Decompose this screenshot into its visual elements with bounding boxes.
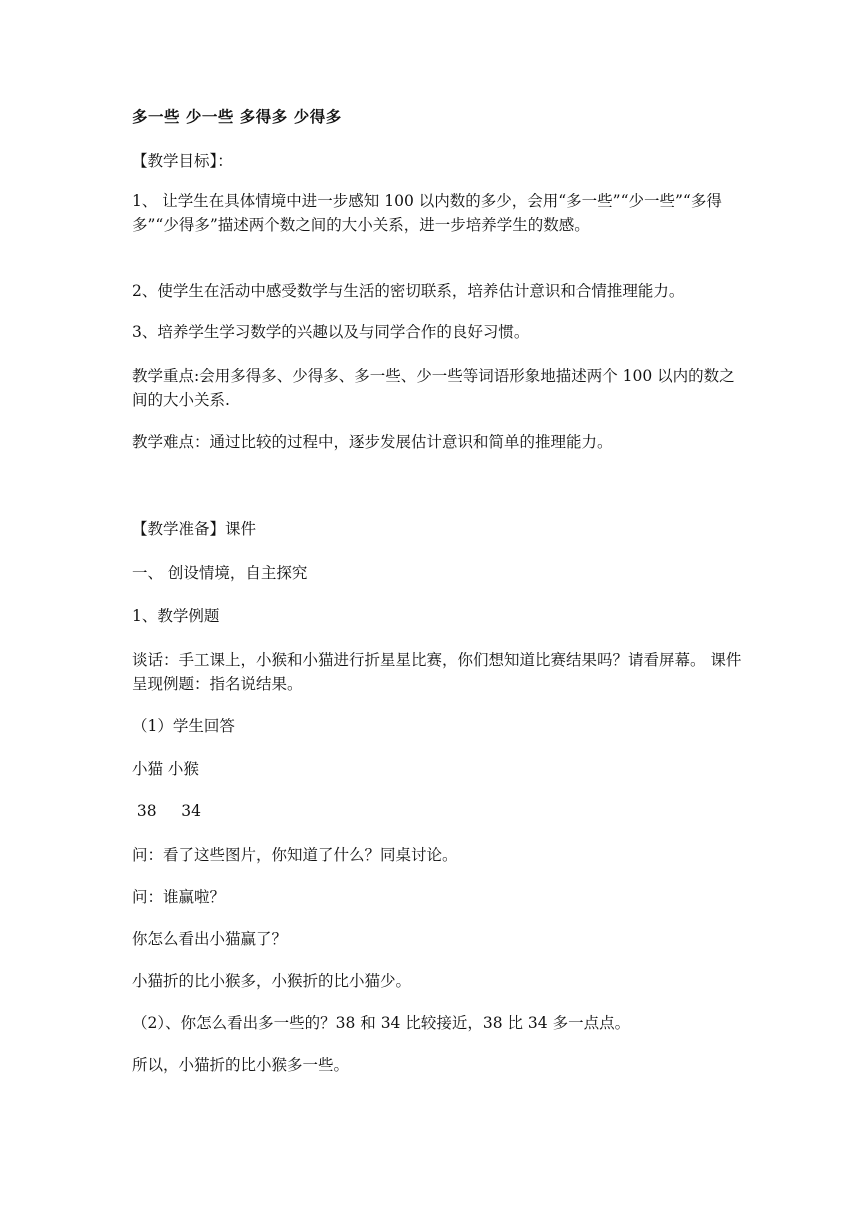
objective-3: 3、培养学生学习数学的兴趣以及与同学合作的良好习惯。 — [132, 323, 530, 341]
question-4: （2）、你怎么看出多一些的？38 和 34 比较接近，38 比 34 多一点点。 — [132, 1014, 631, 1032]
objective-2: 2、使学生在活动中感受数学与生活的密切联系，培养估计意识和合情推理能力。 — [132, 282, 685, 300]
objective-1: 1、 让学生在具体情境中进一步感知 100 以内数的多少，会用“多一些”“少一些”“多得多”“少得多”描述两个数之间的大小关系，进一步培养学生的数感。 — [132, 192, 722, 234]
difficult-point: 教学难点：通过比较的过程中，逐步发展估计意识和简单的推理能力。 — [132, 433, 613, 451]
objectives-heading: 【教学目标】： — [132, 152, 233, 170]
document-title: 多一些 少一些 多得多 少得多 — [132, 107, 342, 126]
preparation: 【教学准备】课件 — [132, 520, 257, 538]
key-point: 教学重点:会用多得多、少得多、多一些、少一些等词语形象地描述两个 100 以内的数之间的大小关系. — [132, 367, 735, 409]
talk-paragraph: 谈话：手工课上，小猴和小猫进行折星星比赛，你们想知道比赛结果吗？请看屏幕。 课件呈现例题：指名说结果。 — [132, 651, 742, 693]
conclusion: 所以，小猫折的比小猴多一些。 — [132, 1056, 350, 1074]
question-2: 问：谁赢啦？ — [132, 888, 226, 906]
question-1: 问：看了这些图片，你知道了什么？同桌讨论。 — [132, 846, 458, 864]
animals-line: 小猫 小猴 — [132, 760, 199, 778]
section-1-heading: 一、 创设情境，自主探究 — [132, 564, 308, 582]
example-heading: 1、教学例题 — [132, 607, 220, 625]
student-answer: （1）学生回答 — [132, 717, 235, 735]
question-3: 你怎么看出小猫赢了？ — [132, 930, 288, 948]
answer-1: 小猫折的比小猴多，小猴折的比小猫少。 — [132, 972, 412, 990]
numbers-line: 38 34 — [132, 802, 202, 820]
